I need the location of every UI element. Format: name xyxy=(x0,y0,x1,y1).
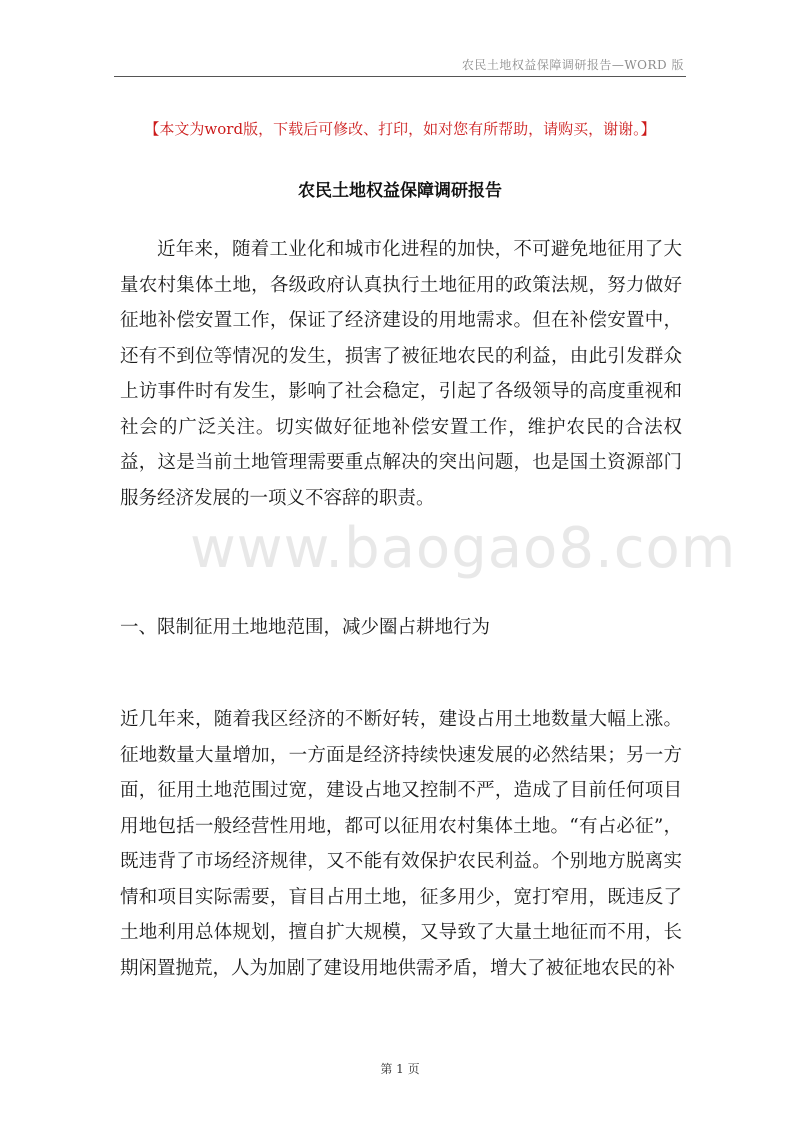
purchase-notice: 【本文为word版，下载后可修改、打印，如对您有所帮助，请购买，谢谢。】 xyxy=(144,120,656,138)
page-number: 第 1 页 xyxy=(380,1062,420,1076)
document-title: 农民土地权益保障调研报告 xyxy=(298,181,502,201)
header-divider xyxy=(114,76,686,77)
section-heading-1: 一、限制征用土地地范围，减少圈占耕地行为 xyxy=(120,617,491,638)
watermark-text: www.baogao8.com xyxy=(190,516,737,581)
body-paragraph-section-1: 近几年来，随着我区经济的不断好转，建设占用土地数量大幅上涨。征地数量大量增加，一方面是经济持续快速发展的必然结果；另一方面，征用土地范围过宽，建设占地又控制不严，造成了目前任何项目用地包括一般经营性用地，都可以征用农村集体土地。“有占必征”，既违背了市场经济规律，又不能有效保护农民利益。个别地方脱离实情和项目实际需要，盲目占用土地，征多用少，宽打窄用，既违反了土地利用总体规划，擅自扩大规模，又导致了大量土地征而不用，长期闲置抛荒，人为加剧了建设用地供需矛盾，增大了被征地农民的补 xyxy=(120,709,682,979)
running-header: 农民土地权益保障调研报告—WORD 版 xyxy=(461,58,684,72)
body-paragraph-intro: 近年来，随着工业化和城市化进程的加快，不可避免地征用了大量农村集体土地，各级政府认真执行土地征用的政策法规，努力做好征地补偿安置工作，保证了经济建设的用地需求。但在补偿安置中，还有不到位等情况的发生，损害了被征地农民的利益，由此引发群众上访事件时有发生，影响了社会稳定，引起了各级领导的高度重视和社会的广泛关注。切实做好征地补偿安置工作，维护农民的合法权益，这是当前土地管理需要重点解决的突出问题，也是国土资源部门服务经济发展的一项义不容辞的职责。 xyxy=(120,239,682,509)
